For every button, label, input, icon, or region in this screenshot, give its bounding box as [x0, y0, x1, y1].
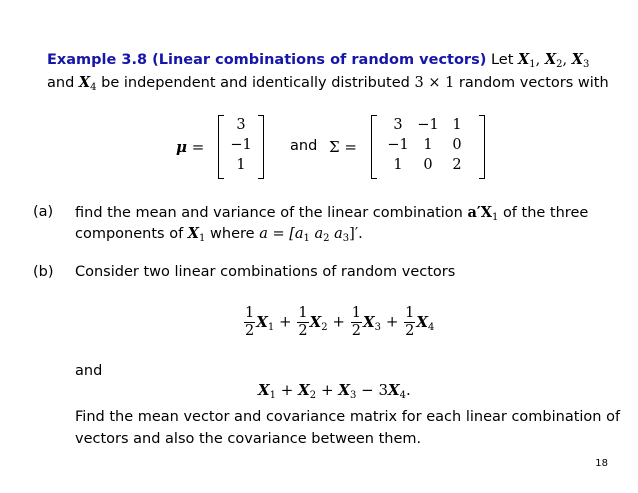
fraction-half: $\frac{1}{2}$	[245, 305, 255, 339]
right-bracket	[479, 115, 485, 179]
term-x1: $X_1$	[256, 312, 275, 333]
part-a-line-1	[75, 204, 588, 221]
term-x3: $X_3$	[363, 312, 382, 333]
mu-entry: −1	[230, 137, 252, 153]
sigma-entry: −1	[417, 117, 439, 133]
plus-sign: +	[279, 312, 292, 331]
sigma-entry: 1	[452, 117, 462, 133]
part-a-text-tail: of the three	[502, 205, 589, 221]
random-vectors-text: random vectors with	[458, 75, 609, 91]
term-x4: $X_4$	[388, 381, 407, 401]
mu-entry: 1	[236, 157, 246, 173]
fraction-half: $\frac{1}{2}$	[405, 305, 415, 339]
a-definition: $a = [a_1$ $a_2$ $a_3]'$.	[259, 226, 363, 244]
term-x1: $X_1$	[258, 381, 277, 401]
mu-equals: =	[191, 138, 205, 156]
mu-label	[176, 138, 204, 156]
fraction-half: $\frac{1}{2}$	[298, 305, 308, 339]
sigma-entry: 0	[452, 137, 462, 153]
term-x2: $X_2$	[298, 381, 317, 401]
sigma-matrix	[371, 115, 485, 179]
part-b-and: and	[75, 363, 103, 379]
sigma-entry: 2	[452, 157, 462, 173]
vector-x3: $X_3$	[571, 51, 590, 70]
mu-entry: 3	[236, 117, 246, 133]
page-number: 18	[595, 458, 608, 469]
dimension: 3 × 1	[414, 75, 455, 91]
linear-combination-2	[258, 381, 411, 399]
plus-sign: +	[385, 312, 399, 331]
sigma-entry: 1	[423, 137, 433, 153]
left-bracket	[371, 115, 377, 179]
term-x2: $X_2$	[309, 312, 328, 333]
components-text: components of	[75, 226, 184, 242]
part-b-label: (b)	[33, 264, 54, 280]
sigma-entry: 1	[393, 157, 403, 173]
sigma-symbol: Σ	[329, 138, 340, 156]
sigma-entry: 0	[423, 157, 433, 173]
part-b-final-1: Find the mean vector and covariance matrix for each linear combination of	[75, 409, 621, 425]
let-word: Let	[490, 52, 514, 68]
vector-x1: $X_1$	[187, 225, 206, 244]
linear-combination-1	[243, 305, 434, 340]
vector-x2: $X_2$	[544, 51, 563, 70]
mu-symbol: μ	[176, 138, 187, 156]
part-a-label: (a)	[33, 204, 54, 220]
example-line-2	[47, 74, 609, 91]
sigma-equals: =	[344, 138, 357, 156]
period: .	[406, 381, 411, 399]
a-prime-x1: $a'X_1$	[467, 204, 499, 223]
iid-text: be independent and identically distributed	[101, 75, 410, 91]
vector-x4: $X_4$	[78, 74, 97, 93]
sigma-label	[329, 138, 357, 156]
term-x3: $X_3$	[338, 381, 357, 401]
example-line-1: Example 3.8 (Linear combinations of random vectors) Let $X_1$, $X_2$, $X_3$	[47, 51, 590, 70]
term-x4: $X_4$	[416, 312, 435, 333]
operator: − 3	[361, 381, 388, 399]
part-a-line-2	[75, 225, 363, 242]
and-between-matrices: and	[290, 138, 318, 154]
fraction-half: $\frac{1}{2}$	[351, 305, 362, 339]
part-a-text: find the mean and variance of the linear combination	[75, 205, 463, 221]
sigma-entry: −1	[387, 137, 409, 153]
where-word: where	[210, 226, 255, 242]
mu-vector	[218, 115, 264, 179]
sigma-entry: 3	[393, 117, 403, 133]
plus-sign: +	[332, 312, 345, 331]
operator: +	[280, 381, 294, 399]
operator: +	[320, 381, 334, 399]
example-heading: Example 3.8 (Linear combinations of random vectors)	[47, 52, 487, 68]
part-b-final-2: vectors and also the covariance between them.	[75, 431, 422, 447]
part-b-text: Consider two linear combinations of random vectors	[75, 264, 456, 280]
vector-x1: $X_1$	[518, 51, 536, 70]
and-word: and	[47, 75, 75, 91]
